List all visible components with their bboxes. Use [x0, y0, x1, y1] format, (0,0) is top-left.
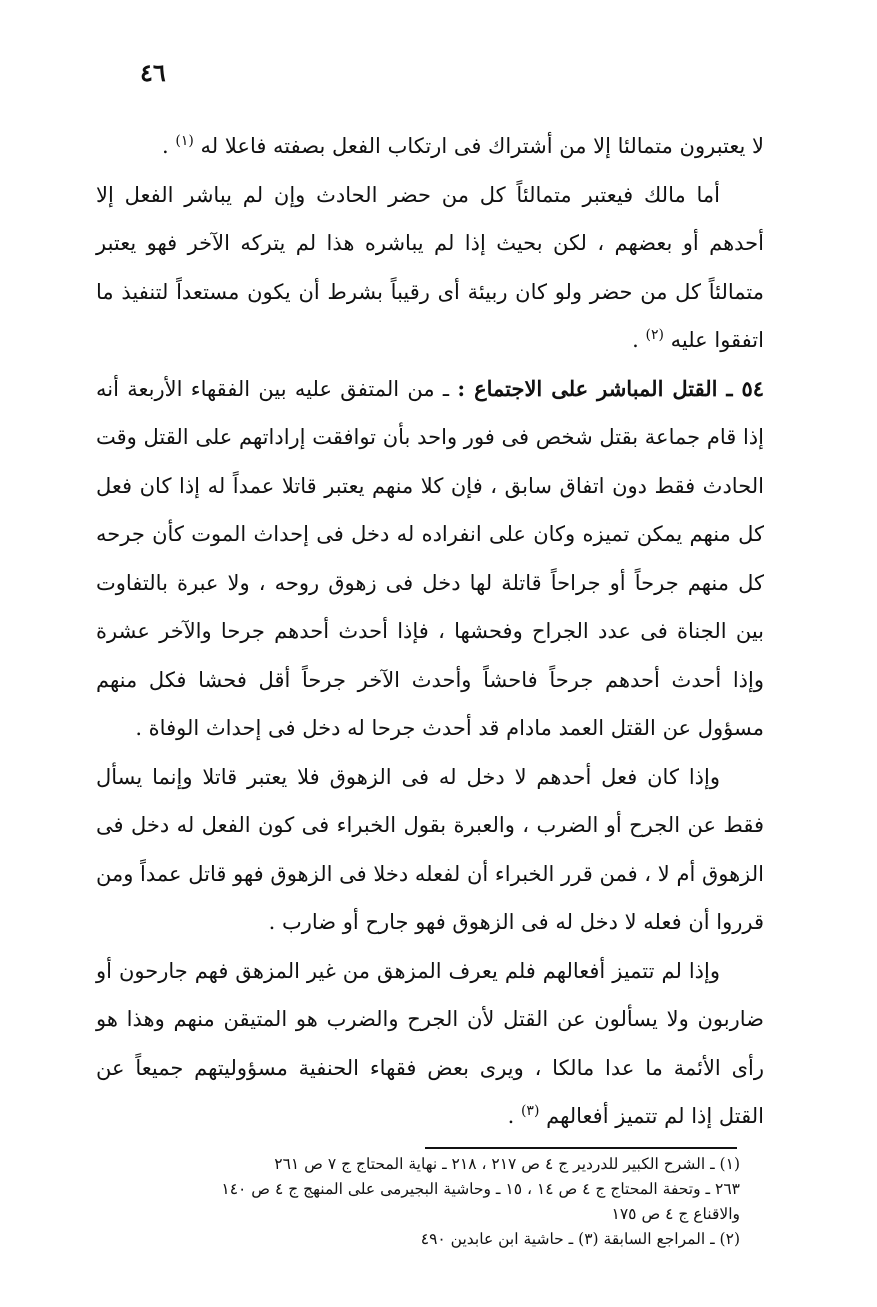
- footnotes: [100, 1152, 740, 1252]
- page-number: ٤٦: [140, 58, 166, 87]
- paragraph-end: .: [632, 328, 646, 352]
- paragraph: [96, 753, 764, 947]
- paragraph-end: .: [507, 1104, 521, 1128]
- paragraph-text: أما مالك فيعتبر متمالئاً كل من حضر الحادث وإن لم يباشر الفعل إلا أحدهم أو بعضهم ، لكن بحيث إذا لم يباشره هذا لم يتركه الآخر فهو يعتبر متمالئاً كل من حضر ولو كان ربيئة أى رقيباً بشرط أن يكون مستعداً لتنفيذ ما اتفقوا عليه: [96, 182, 764, 352]
- footnote-ref: (١): [175, 133, 194, 149]
- paragraph-end: .: [162, 134, 176, 158]
- footnote-line: ٢٦٣ ـ وتحفة المحتاج ج ٤ ص ١٤ ، ١٥ ـ وحاشية البجيرمى على المنهج ج ٤ ص ١٤٠: [221, 1180, 740, 1198]
- paragraph-text: وإذا لم تتميز أفعالهم فلم يعرف المزهق من غير المزهق فهم جارحون أو ضاربون ولا يسألون عن القتل لأن الجرح والضرب هو المتيقن منهم وهذا هو رأى الأئمة ما عدا مالكا ، ويرى بعض فقهاء الحنفية مسؤوليتهم جميعاً عن القتل إذا لم تتميز أفعالهم: [96, 958, 764, 1128]
- paragraph-text: وإذا كان فعل أحدهم لا دخل له فى الزهوق فلا يعتبر قاتلا وإنما يسأل فقط عن الجرح أو الضرب ، والعبرة بقول الخبراء فى كون الفعل له دخل فى الزهوق أم لا ، فمن قرر الخبراء أن لفعله دخلا فى الزهوق فهو قاتل عمداً ومن قرروا أن فعله لا دخل له فى الزهوق فهو جارح أو ضارب .: [96, 764, 764, 934]
- section-heading: ٥٤ ـ القتل المباشر على الاجتماع :: [457, 375, 764, 401]
- footnote-ref: (٢): [645, 327, 664, 343]
- paragraph-text: ـ من المتفق عليه بين الفقهاء الأربعة أنه إذا قام جماعة بقتل شخص فى فور واحد بأن توافقت إراداتهم على القتل وقت الحادث فقط دون اتفاق سابق ، فإن كلا منهم يعتبر قاتلا عمداً له إذا كان فعل كل منهم يمكن تميزه وكان على انفراده له دخل فى إحداث الموت كأن جرحه كل منهم جرحاً أو جراحاً قاتلة لها دخل فى زهوق روحه ، ولا عبرة بالتفاوت بين الجناة فى عدد الجراح وفحشها ، فإذا أحدث أحدهم جرحا والآخر عشرة وإذا أحدث أحدهم جرحاً فاحشاً وأحدث الآخر جرحاً أقل فحشا فكل منهم مسؤول عن القتل العمد مادام قد أحدث جرحا له دخل فى إحداث الوفاة .: [96, 376, 764, 740]
- footnote-line: (١) ـ الشرح الكبير للدردير ج ٤ ص ٢١٧ ، ٢١٨ ـ نهاية المحتاج ج ٧ ص ٢٦١: [274, 1155, 740, 1173]
- paragraph: [96, 947, 764, 1141]
- body-text: [96, 122, 764, 1141]
- footnote-ref: (٣): [520, 1103, 540, 1119]
- footnote-line: (٢) ـ المراجع السابقة (٣) ـ حاشية ابن عابدين ٤٩٠: [420, 1230, 740, 1248]
- footnote-line: والاقناع ج ٤ ص ١٧٥: [611, 1205, 740, 1223]
- paragraph-text: لا يعتبرون متمالئا إلا من أشتراك فى ارتكاب الفعل بصفته فاعلا له: [200, 134, 764, 158]
- footnote-divider: [425, 1147, 737, 1149]
- paragraph: [96, 171, 764, 365]
- paragraph: [96, 122, 764, 171]
- paragraph: [96, 365, 764, 753]
